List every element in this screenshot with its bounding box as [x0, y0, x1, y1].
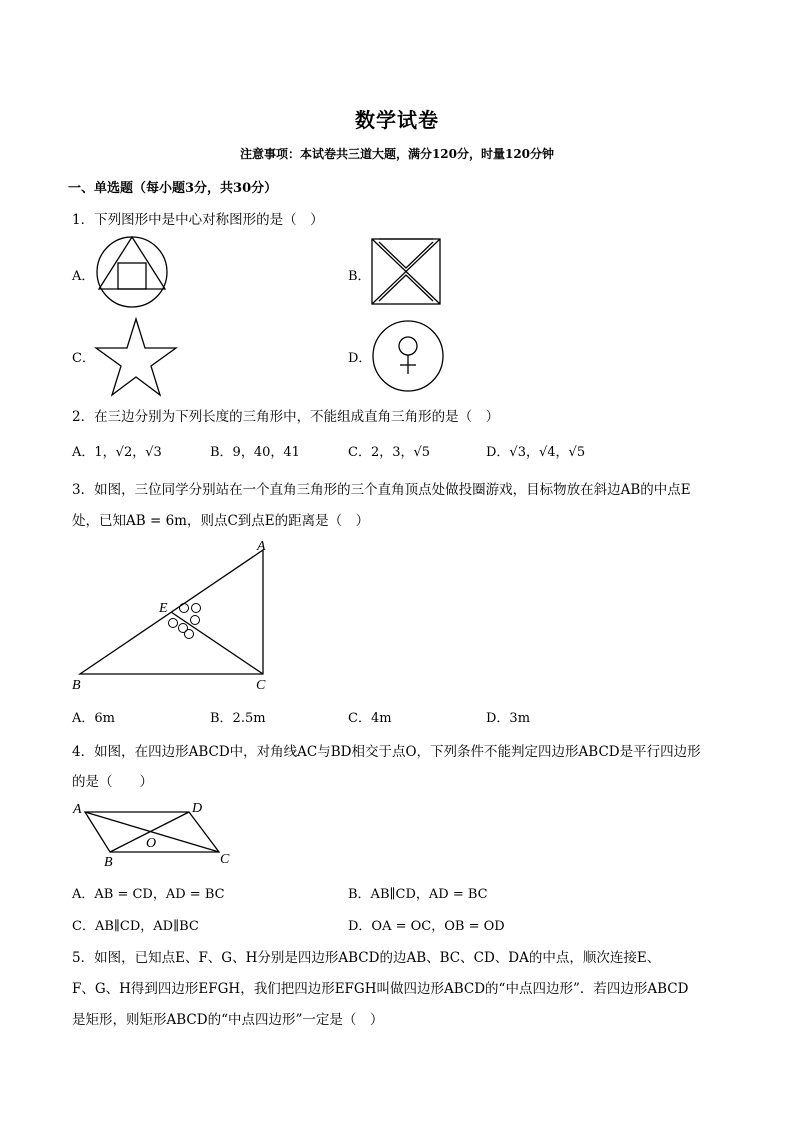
right-triangle-figure [70, 537, 280, 697]
question-4-text-line1: 4．如图，在四边形ABCD中，对角线AC与BD相交于点O，下列条件不能判定四边形ABCD是平行四边形 [72, 744, 701, 760]
parallelogram-figure [70, 797, 240, 869]
q3-option-d[interactable]: D．3m [486, 711, 531, 726]
question-5-text-line2: F、G、H得到四边形EFGH，我们把四边形EFGH叫做四边形ABCD的“中点四边形”．若四边形ABCD [72, 981, 689, 997]
label-a: A [257, 539, 266, 554]
section-title: 一、单选题（每小题3分，共30分） [68, 181, 278, 196]
label-c: C [256, 678, 266, 693]
q3-option-c[interactable]: C．4m [348, 711, 392, 726]
label-b: B [104, 855, 113, 870]
exam-notice: 注意事项：本试卷共三道大题，满分120分，时量120分钟 [239, 147, 555, 161]
label-b: B [72, 678, 81, 693]
q4-option-b[interactable]: B．AB∥CD，AD = BC [348, 887, 488, 902]
label-d: D [192, 801, 203, 816]
q1-option-b-label[interactable]: B． [348, 269, 371, 284]
question-3-text-line2: 处，已知AB = 6m，则点C到点E的距离是（ ） [72, 513, 370, 529]
q1-option-c-label[interactable]: C． [72, 351, 95, 366]
star-figure [94, 318, 178, 396]
q4-option-a[interactable]: A．AB = CD，AD = BC [72, 887, 225, 902]
q4-option-d[interactable]: D．OA = OC，OB = OD [348, 919, 505, 934]
q2-option-c[interactable]: C．2，3，√5 [348, 445, 431, 460]
question-2-text: 2．在三边分别为下列长度的三角形中，不能组成直角三角形的是（ ） [72, 409, 500, 425]
question-5-text-line3: 是矩形，则矩形ABCD的“中点四边形”一定是（ ） [72, 1012, 384, 1028]
square-x-figure [371, 238, 443, 306]
circle-triangle-square-figure [96, 236, 170, 310]
q3-option-a[interactable]: A．6m [72, 711, 115, 726]
q4-option-c[interactable]: C．AB∥CD，AD∥BC [72, 919, 199, 934]
q1-option-a-label[interactable]: A． [72, 269, 95, 284]
label-e: E [159, 601, 168, 616]
venus-symbol-figure [372, 320, 446, 394]
label-a: A [73, 802, 82, 817]
question-1-text: 1．下列图形中是中心对称图形的是（ ） [72, 212, 324, 228]
label-o: O [146, 836, 157, 851]
question-5-text-line1: 5．如图，已知点E、F、G、H分别是四边形ABCD的边AB、BC、CD、DA的中点，顺次连接E、 [72, 950, 661, 966]
question-4-text-line2: 的是（ ） [72, 774, 153, 790]
q2-option-b[interactable]: B．9，40，41 [210, 445, 300, 460]
q1-option-d-label[interactable]: D． [348, 351, 372, 366]
q3-option-b[interactable]: B．2.5m [210, 711, 266, 726]
q2-option-d[interactable]: D．√3，√4，√5 [486, 445, 586, 460]
label-c: C [220, 852, 230, 867]
q2-option-a[interactable]: A．1，√2，√3 [72, 445, 162, 460]
page-title: 数学试卷 [355, 108, 439, 132]
question-3-text-line1: 3．如图，三位同学分别站在一个直角三角形的三个直角顶点处做投圈游戏，目标物放在斜边AB的中点E [72, 482, 691, 498]
